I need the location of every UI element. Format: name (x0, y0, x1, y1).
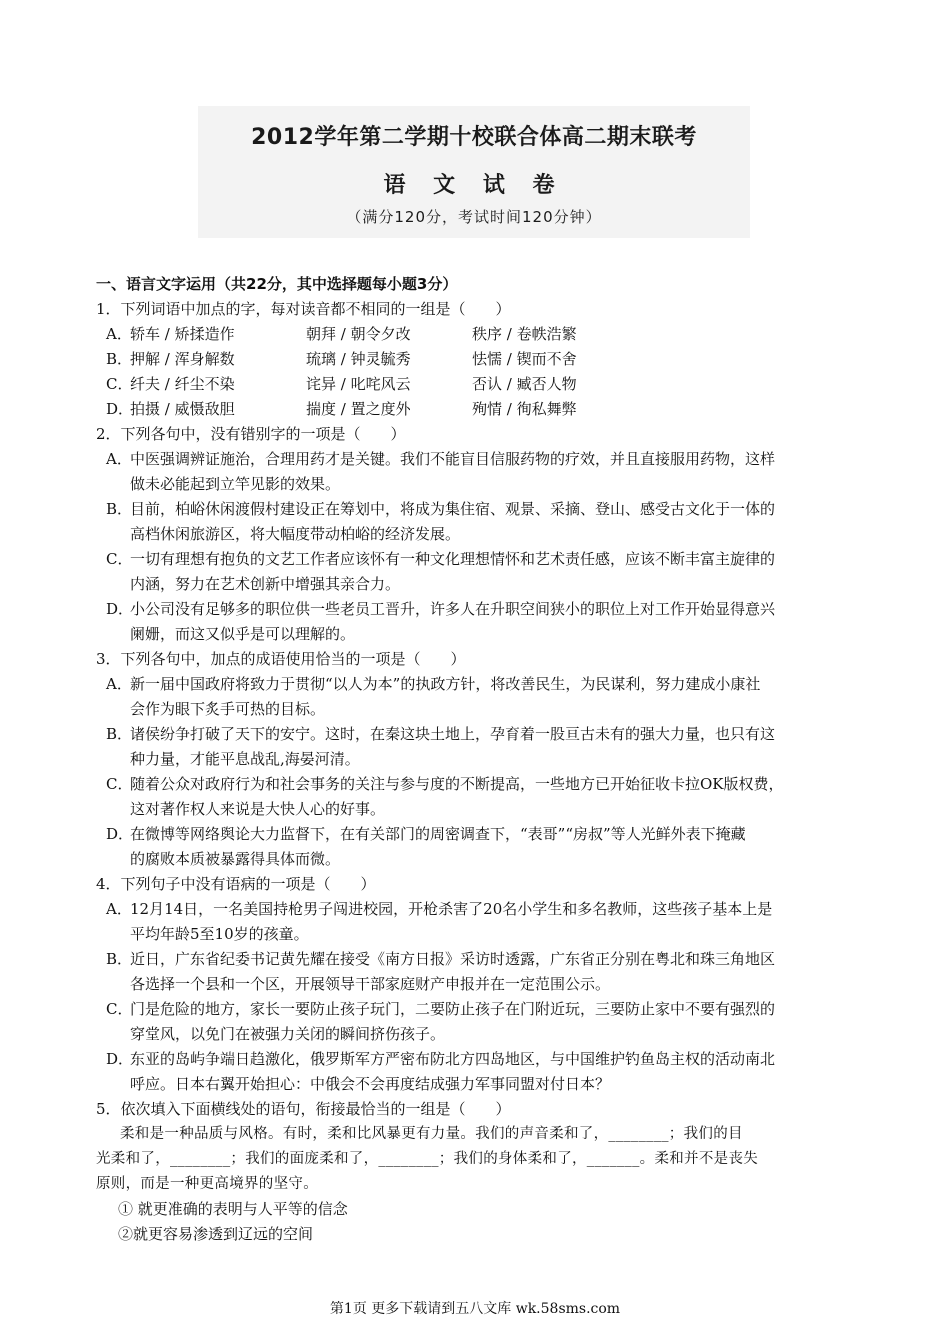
question-2-option-d: D．小公司没有足够多的职位供一些老员工晋升，许多人在升职空间狭小的职位上对工作开始显得意兴 (106, 600, 776, 618)
option-continuation: 穿堂风，以免门在被强力关闭的瞬间挤伤孩子。 (130, 1025, 446, 1043)
section-heading: 一、语言文字运用（共22分，其中选择题每小题3分） (96, 275, 458, 293)
option-pair: 怯懦 / 锲而不舍 (472, 350, 577, 368)
question-4-option-a: A．12月14日，一名美国持枪男子闯进校园，开枪杀害了20名小学生和多名教师，这些孩子基本上是 (106, 900, 773, 918)
option-text: 门是危险的地方，家长一要防止孩子玩门，二要防止孩子在门附近玩，三要防止家中不要有强烈的 (130, 1000, 776, 1018)
option-continuation: 做未必能起到立竿见影的效果。 (130, 475, 341, 493)
question-1-option-a (96, 322, 886, 347)
question-5-stem: 5．依次填入下面横线处的语句，衔接最恰当的一组是（ ） (96, 1100, 511, 1118)
option-text: 中医强调辨证施治，合理用药才是关键。我们不能盲目信服药物的疗效，并且直接服用药物，这样 (130, 450, 776, 468)
option-text: 小公司没有足够多的职位供一些老员工晋升，许多人在升职空间狭小的职位上对工作开始显得意兴 (130, 600, 776, 618)
exam-subject: 语 文 试 卷 (383, 173, 565, 198)
choice-item: ②就更容易渗透到辽远的空间 (118, 1225, 314, 1243)
question-1-option-b (96, 347, 886, 372)
option-pair: 押解 / 浑身解数 (130, 350, 235, 368)
option-text: 一切有理想有抱负的文艺工作者应该怀有一种文化理想情怀和艺术责任感，应该不断丰富主旋律的 (130, 550, 776, 568)
option-continuation: 呼应。日本右翼开始担心：中俄会不会再度结成强力军事同盟对付日本？ (130, 1075, 611, 1093)
option-text: 目前，柏峪休闲渡假村建设正在筹划中，将成为集住宿、观景、采摘、登山、感受古文化于一体的 (130, 500, 776, 518)
question-4-option-c: C．门是危险的地方，家长一要防止孩子玩门，二要防止孩子在门附近玩，三要防止家中不要有强烈的 (106, 1000, 776, 1018)
option-text: 12月14日，一名美国持枪男子闯进校园，开枪杀害了20名小学生和多名教师，这些孩子基本上是 (130, 900, 773, 918)
option-continuation: 种力量，才能平息战乱,海晏河清。 (130, 750, 360, 768)
option-pair: 殉情 / 徇私舞弊 (472, 400, 577, 418)
option-continuation: 高档休闲旅游区，将大幅度带动柏峪的经济发展。 (130, 525, 461, 543)
option-continuation: 的腐败本质被暴露得具体而微。 (130, 850, 341, 868)
option-continuation: 会作为眼下炙手可热的目标。 (130, 700, 326, 718)
passage-line: 原则，而是一种更高境界的坚守。 (96, 1176, 318, 1192)
question-3-option-b: B．诸侯纷争打破了天下的安宁。这时，在秦这块土地上，孕育着一股亘古未有的强大力量，也只有这 (106, 725, 776, 743)
option-label: C． (106, 375, 133, 393)
option-pair: 否认 / 臧否人物 (472, 375, 577, 393)
option-pair: 拍摄 / 威慑敌胆 (130, 400, 235, 418)
option-label: B． (106, 350, 133, 368)
option-pair: 纤夫 / 纤尘不染 (130, 375, 235, 393)
option-continuation: 平均年龄5至10岁的孩童。 (130, 925, 309, 943)
option-text: 东亚的岛屿争端日趋激化，俄罗斯军方严密布防北方四岛地区，与中国维护钓鱼岛主权的活动南北 (130, 1050, 776, 1068)
option-continuation: 阑姗，而这又似乎是可以理解的。 (130, 625, 356, 643)
question-4-stem: 4．下列句子中没有语病的一项是（ ） (96, 875, 376, 893)
option-text: 近日，广东省纪委书记黄先耀在接受《南方日报》采访时透露，广东省正分别在粤北和珠三角地区 (130, 950, 776, 968)
exam-content (96, 272, 886, 1247)
option-pair: 琉璃 / 钟灵毓秀 (306, 350, 411, 368)
option-text: 新一届中国政府将致力于贯彻“以人为本”的执政方针，将改善民生，为民谋利，努力建成小康社 (130, 675, 761, 693)
option-text: 在微博等网络舆论大力监督下，在有关部门的周密调查下，“表哥”“房叔”等人光鲜外表下掩藏 (130, 825, 746, 843)
option-continuation: 这对著作权人来说是大快人心的好事。 (130, 800, 386, 818)
exam-note: （满分120分，考试时间120分钟） (346, 208, 602, 226)
option-text: 诸侯纷争打破了天下的安宁。这时，在秦这块土地上，孕育着一股亘古未有的强大力量，也只有这 (130, 725, 776, 743)
passage-line: 光柔和了，________；我们的面庞柔和了，________；我们的身体柔和了，_______。柔和并不是丧失 (96, 1151, 759, 1167)
option-pair: 秩序 / 卷帙浩繁 (472, 325, 577, 343)
choice-item: ① 就更准确的表明与人平等的信念 (118, 1200, 348, 1218)
question-2-option-a: A．中医强调辨证施治，合理用药才是关键。我们不能盲目信服药物的疗效，并且直接服用药物，这样 (106, 450, 776, 468)
question-4-option-d: D．东亚的岛屿争端日趋激化，俄罗斯军方严密布防北方四岛地区，与中国维护钓鱼岛主权的活动南北 (106, 1050, 776, 1068)
option-pair: 轿车 / 矫揉造作 (130, 325, 235, 343)
question-3-option-d: D．在微博等网络舆论大力监督下，在有关部门的周密调查下，“表哥”“房叔”等人光鲜外表下掩藏 (106, 825, 746, 843)
option-pair: 诧异 / 叱咤风云 (306, 375, 411, 393)
question-3-option-a: A．新一届中国政府将致力于贯彻“以人为本”的执政方针，将改善民生，为民谋利，努力建成小康社 (106, 675, 761, 693)
option-text: 随着公众对政府行为和社会事务的关注与参与度的不断提高，一些地方已开始征收卡拉OK版权费， (130, 775, 784, 793)
question-2-option-c: C．一切有理想有抱负的文艺工作者应该怀有一种文化理想情怀和艺术责任感，应该不断丰富主旋律的 (106, 550, 776, 568)
passage-line: 柔和是一种品质与风格。有时，柔和比风暴更有力量。我们的声音柔和了，________；我们的目 (120, 1126, 743, 1142)
option-continuation: 各选择一个县和一个区，开展领导干部家庭财产申报并在一定范围公示。 (130, 975, 611, 993)
question-3-stem: 3．下列各句中，加点的成语使用恰当的一项是（ ） (96, 650, 466, 668)
option-continuation: 内涵，努力在艺术创新中增强其亲合力。 (130, 575, 401, 593)
question-1-option-c (96, 372, 886, 397)
page-footer: 第1页 更多下载请到五八文库 wk.58sms.com (329, 1301, 621, 1317)
question-4-option-b: B．近日，广东省纪委书记黄先耀在接受《南方日报》采访时透露，广东省正分别在粤北和珠三角地区 (106, 950, 776, 968)
option-pair: 朝拜 / 朝令夕改 (306, 325, 411, 343)
question-3-option-c: C．随着公众对政府行为和社会事务的关注与参与度的不断提高，一些地方已开始征收卡拉OK版权费， (106, 775, 784, 793)
question-2-option-b: B．目前，柏峪休闲渡假村建设正在筹划中，将成为集住宿、观景、采摘、登山、感受古文化于一体的 (106, 500, 776, 518)
exam-header (198, 106, 750, 238)
exam-title: 2012学年第二学期十校联合体高二期末联考 (251, 125, 697, 150)
option-label: A． (106, 325, 132, 343)
question-2-stem: 2．下列各句中，没有错别字的一项是（ ） (96, 425, 406, 443)
option-label: D． (106, 400, 134, 418)
option-pair: 揣度 / 置之度外 (306, 400, 411, 418)
question-1-option-d (96, 397, 886, 422)
question-1-stem: 1．下列词语中加点的字，每对读音都不相同的一组是（ ） (96, 300, 511, 318)
